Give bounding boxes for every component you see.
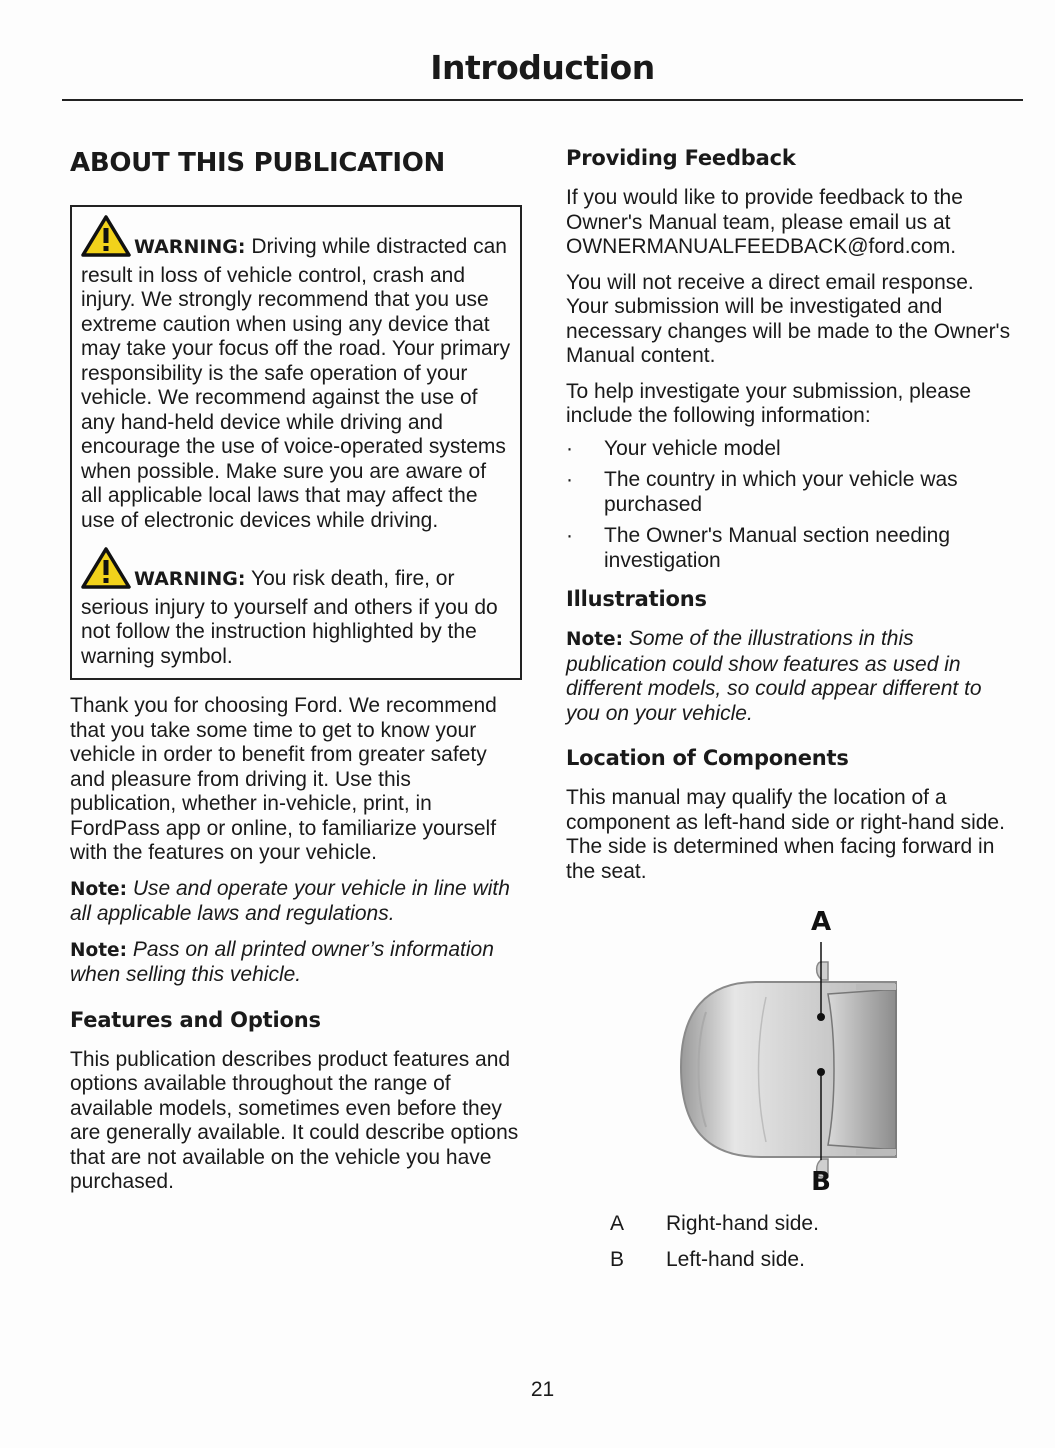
vehicle-side-figure [566, 902, 1018, 1202]
list-item-text: The Owner's Manual section needing investigation [604, 524, 951, 572]
note-text: Pass on all printed owner’s information when selling this vehicle. [70, 937, 494, 986]
note-2 [70, 938, 520, 988]
illustrations-title: Illustrations [566, 587, 707, 611]
callout-key: A [610, 1212, 625, 1235]
callout-row [566, 1248, 1018, 1273]
features-title: Features and Options [70, 1007, 321, 1032]
location-paragraph: This manual may qualify the location of a component as left-hand side or right-hand side. The side is determined when facing forward in the seat. [566, 786, 1005, 883]
header-divider [62, 99, 1023, 101]
page-header-title: Introduction [430, 48, 655, 87]
warning-1 [81, 215, 511, 533]
note-1 [70, 877, 520, 927]
warning-label: WARNING: [134, 236, 246, 258]
feedback-paragraph-2: You will not receive a direct email response. Your submission will be investigated and necessary changes will be made to the Owner's Manual content. [566, 270, 1011, 367]
location-title: Location of Components [566, 746, 849, 770]
callout-row [566, 1212, 1018, 1237]
illustrations-note [566, 627, 1018, 726]
feedback-title: Providing Feedback [566, 146, 796, 170]
warning-text: You risk death, fire, or serious injury to yourself and others if you do not follow the instruction highlighted by the warning symbol. [81, 567, 498, 668]
note-label: Note: [70, 878, 127, 900]
feedback-paragraph-1: If you would like to provide feedback to the Owner's Manual team, please email us at OWNERMANUALFEEDBACK@ford.com. [566, 186, 963, 258]
note-text: Some of the illustrations in this publication could show features as used in different models, so could appear different to you on your vehicle. [566, 627, 982, 725]
list-item-text: Your vehicle model [604, 436, 781, 460]
list-item [566, 437, 1018, 462]
warning-triangle-icon [81, 215, 131, 264]
section-title: ABOUT THIS PUBLICATION [70, 148, 445, 178]
note-label: Note: [70, 939, 127, 961]
features-paragraph: This publication describes product features and options available throughout the range of available models, sometimes even before they are generally available. It could describe options that are not available on the vehicle you have purchased. [70, 1047, 519, 1193]
warning-text: Driving while distracted can result in loss of vehicle control, crash and injury. We strongly recommend that you use extreme caution when using any device that may take your focus off the road. Your primary responsibility is the safe operation of your vehicle. We recommend against the use of any hand-held device while driving and encourage the use of voice-operated systems when possible. Make sure you are aware of all applicable local laws that may affect the use of electronic devices while driving. [81, 235, 511, 532]
left-column [70, 140, 520, 1195]
warning-triangle-icon [81, 547, 131, 596]
callout-text: Left-hand side. [666, 1247, 805, 1271]
callout-text: Right-hand side. [666, 1212, 819, 1235]
list-item [566, 468, 1018, 517]
note-text: Use and operate your vehicle in line with all applicable laws and regulations. [70, 876, 510, 925]
warning-box [70, 205, 522, 680]
list-item [566, 524, 1018, 573]
note-label: Note: [566, 629, 623, 650]
intro-paragraph: Thank you for choosing Ford. We recommend that you take some time to get to know your vehicle in order to benefit from greater safety and pleasure from driving it. Use this publication, whether in-vehicle, print, in FordPass app or online, to familiarize yourself with the features on your vehicle. [70, 694, 497, 864]
figure-label-b: B [811, 1167, 831, 1197]
figure-label-a: A [810, 907, 832, 937]
callout-legend [566, 1212, 1018, 1272]
list-item-text: The country in which your vehicle was purchased [604, 468, 958, 516]
warning-2 [81, 547, 511, 669]
page-number: 21 [530, 1378, 555, 1401]
warning-label: WARNING: [134, 568, 246, 590]
right-column [566, 140, 1018, 1283]
vehicle-top-view-illustration [566, 902, 1018, 1202]
feedback-list [566, 437, 1018, 574]
callout-key: B [610, 1247, 625, 1271]
bullet-dot: · [566, 468, 573, 491]
bullet-dot: · [566, 436, 573, 460]
feedback-paragraph-3: To help investigate your submission, please include the following information: [566, 379, 972, 427]
bullet-dot: · [566, 524, 573, 547]
